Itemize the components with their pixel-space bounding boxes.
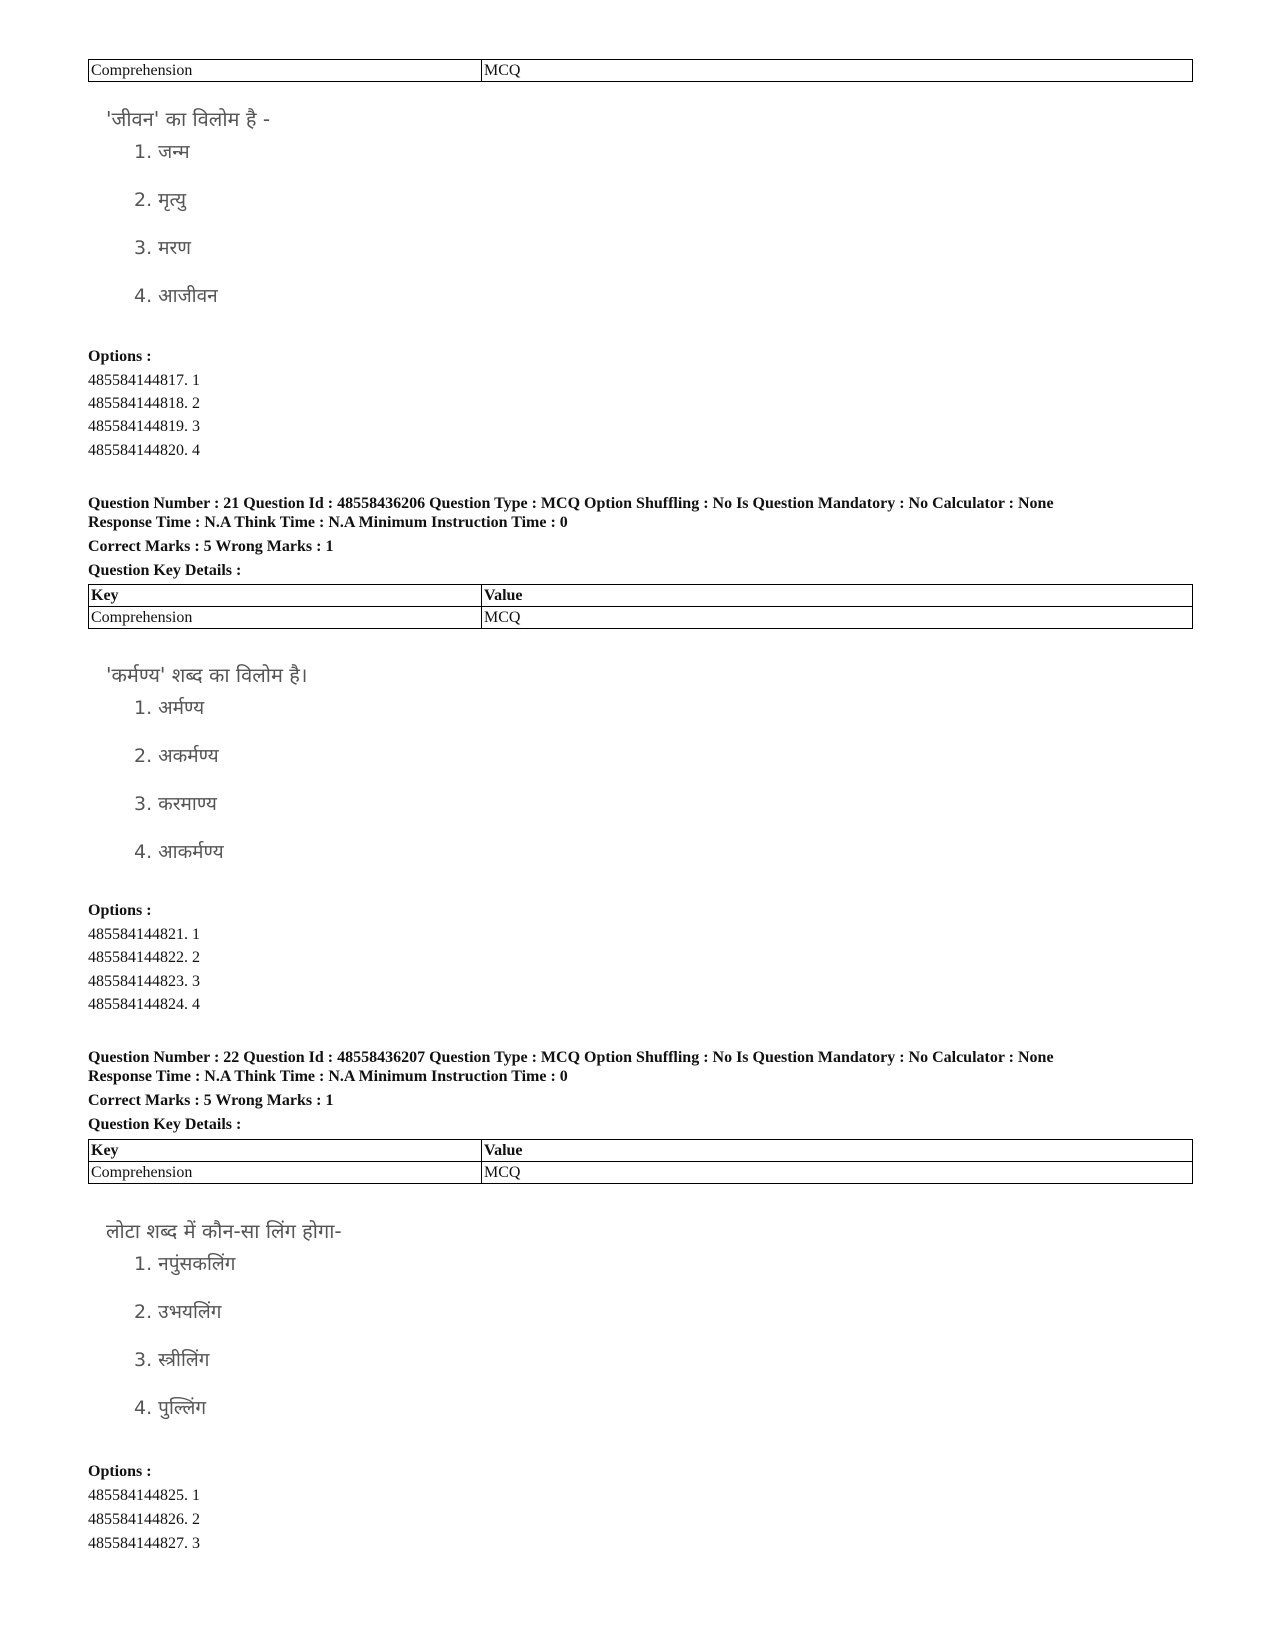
table-cell-key: Comprehension xyxy=(89,607,482,629)
question-image xyxy=(106,1218,342,1444)
option-item: 485584144817. 1 xyxy=(88,372,200,389)
table-row xyxy=(89,60,1193,82)
marks-line: Correct Marks : 5 Wrong Marks : 1 xyxy=(88,1092,334,1109)
question-image xyxy=(106,106,270,332)
table-cell-value: MCQ xyxy=(482,1162,1193,1184)
options-label: Options : xyxy=(88,1463,152,1480)
choice-item: 4. आकर्मण्य xyxy=(134,841,224,863)
option-item: 485584144825. 1 xyxy=(88,1487,200,1504)
option-item: 485584144824. 4 xyxy=(88,996,200,1013)
table-header-value: Value xyxy=(482,1140,1193,1162)
question-header-line: Question Number : 22 Question Id : 48558436207 Question Type : MCQ Option Shuffling : No Is Question Mandatory : No Calculator : None xyxy=(88,1049,1054,1066)
choice-item: 2. अकर्मण्य xyxy=(134,745,219,767)
table-cell-value: MCQ xyxy=(482,60,1193,82)
option-item: 485584144823. 3 xyxy=(88,973,200,990)
choice-item: 3. स्त्रीलिंग xyxy=(134,1349,210,1371)
table-cell-key: Comprehension xyxy=(89,1162,482,1184)
question-header xyxy=(88,1048,1198,1086)
choice-item: 3. करमाण्य xyxy=(134,793,217,815)
key-details-label: Question Key Details : xyxy=(88,562,242,579)
choice-item: 2. उभयलिंग xyxy=(134,1301,222,1323)
question-key-table xyxy=(88,584,1193,629)
question-key-table xyxy=(88,1139,1193,1184)
option-item: 485584144827. 3 xyxy=(88,1535,200,1552)
option-item: 485584144826. 2 xyxy=(88,1511,200,1528)
options-label: Options : xyxy=(88,348,152,365)
choice-item: 4. आजीवन xyxy=(134,285,218,307)
table-header-row xyxy=(89,1140,1193,1162)
question-stem: 'कर्मण्य' शब्द का विलोम है। xyxy=(106,663,308,687)
question-key-table xyxy=(88,59,1193,82)
choice-item: 1. अर्मण्य xyxy=(134,697,205,719)
key-details-label: Question Key Details : xyxy=(88,1116,242,1133)
options-label: Options : xyxy=(88,902,152,919)
table-cell-value: MCQ xyxy=(482,607,1193,629)
question-header xyxy=(88,494,1198,532)
question-stem: लोटा शब्द में कौन-सा लिंग होगा- xyxy=(106,1219,342,1243)
choice-item: 1. नपुंसकलिंग xyxy=(134,1253,236,1275)
question-header-line: Response Time : N.A Think Time : N.A Minimum Instruction Time : 0 xyxy=(88,1068,568,1085)
option-item: 485584144821. 1 xyxy=(88,926,200,943)
choice-item: 1. जन्म xyxy=(134,141,190,163)
choice-item: 4. पुल्लिंग xyxy=(134,1397,207,1419)
option-item: 485584144820. 4 xyxy=(88,442,200,459)
table-cell-key: Comprehension xyxy=(89,60,482,82)
option-item: 485584144818. 2 xyxy=(88,395,200,412)
table-header-key: Key xyxy=(89,585,482,607)
table-header-value: Value xyxy=(482,585,1193,607)
table-row xyxy=(89,607,1193,629)
option-item: 485584144822. 2 xyxy=(88,949,200,966)
option-item: 485584144819. 3 xyxy=(88,418,200,435)
table-header-key: Key xyxy=(89,1140,482,1162)
question-header-line: Response Time : N.A Think Time : N.A Minimum Instruction Time : 0 xyxy=(88,514,568,531)
choice-item: 3. मरण xyxy=(134,237,192,259)
question-stem: 'जीवन' का विलोम है - xyxy=(106,107,271,131)
choice-item: 2. मृत्यु xyxy=(134,189,187,211)
question-image xyxy=(106,662,307,888)
table-row xyxy=(89,1162,1193,1184)
marks-line: Correct Marks : 5 Wrong Marks : 1 xyxy=(88,538,334,555)
question-header-line: Question Number : 21 Question Id : 48558436206 Question Type : MCQ Option Shuffling : No Is Question Mandatory : No Calculator : None xyxy=(88,495,1054,512)
table-header-row xyxy=(89,585,1193,607)
